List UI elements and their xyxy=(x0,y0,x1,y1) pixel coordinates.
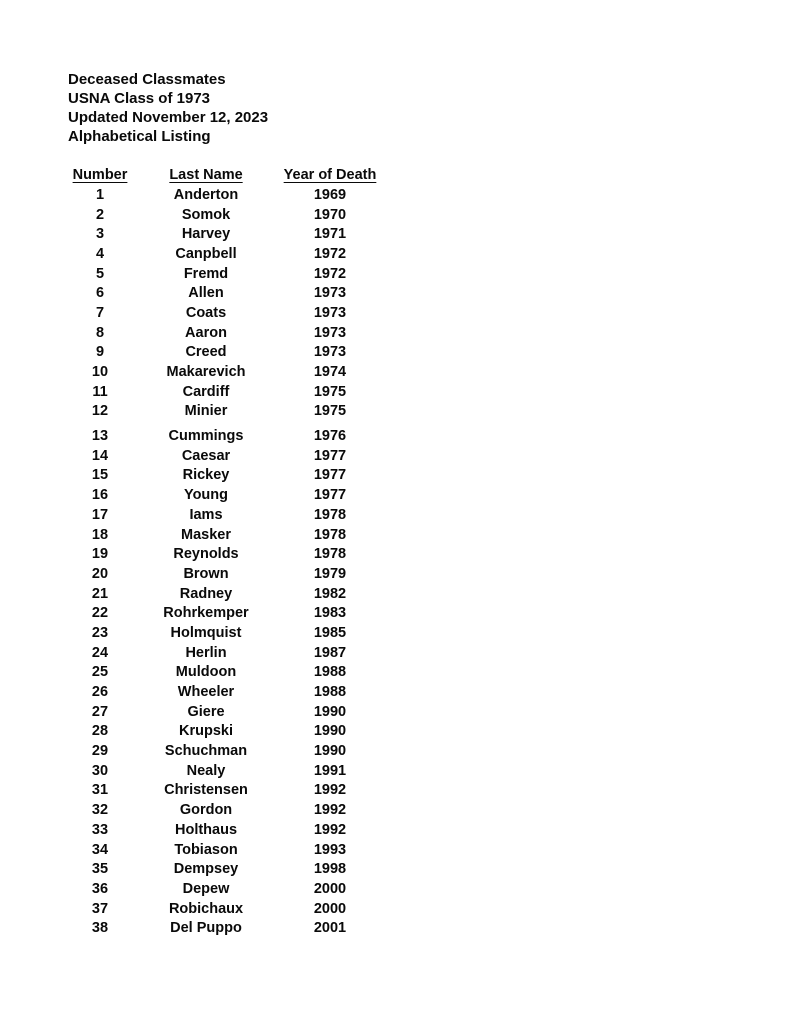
column-header-last-name: Last Name xyxy=(169,166,243,183)
row-year-of-death: 1992 xyxy=(313,802,347,819)
table-row xyxy=(62,623,386,643)
row-year-of-death: 1974 xyxy=(313,364,347,381)
table-row xyxy=(62,820,386,840)
row-number: 13 xyxy=(91,428,109,445)
row-last-name: Masker xyxy=(181,526,231,543)
row-number: 35 xyxy=(91,861,109,878)
row-year-of-death: 1978 xyxy=(313,546,347,563)
row-year-of-death: 1977 xyxy=(313,447,347,464)
column-header-year-of-death: Year of Death xyxy=(283,166,377,183)
row-last-name: Cummings xyxy=(168,428,244,445)
row-number: 11 xyxy=(92,383,108,400)
table-row xyxy=(62,702,386,722)
doc-listing-type: Alphabetical Listing xyxy=(68,128,211,145)
row-last-name: Rohrkemper xyxy=(163,605,249,622)
deceased-classmates-table xyxy=(62,164,386,938)
row-number: 36 xyxy=(91,880,109,897)
row-number: 16 xyxy=(91,487,109,504)
row-year-of-death: 2000 xyxy=(313,900,347,917)
row-last-name: Krupski xyxy=(179,723,233,740)
row-year-of-death: 1978 xyxy=(313,526,347,543)
row-year-of-death: 1976 xyxy=(313,428,347,445)
row-year-of-death: 1977 xyxy=(313,467,347,484)
row-number: 24 xyxy=(91,644,109,661)
row-year-of-death: 1970 xyxy=(313,206,347,223)
row-last-name: Giere xyxy=(187,703,225,720)
row-last-name: Aaron xyxy=(185,324,227,341)
row-number: 32 xyxy=(91,802,109,819)
row-year-of-death: 1975 xyxy=(313,403,347,420)
row-last-name: Somok xyxy=(181,206,231,223)
row-year-of-death: 1972 xyxy=(313,265,347,282)
table-row xyxy=(62,859,386,879)
row-number: 12 xyxy=(91,403,109,420)
row-year-of-death: 1971 xyxy=(313,226,347,243)
table-row xyxy=(62,485,386,505)
row-last-name: Wheeler xyxy=(177,684,235,701)
table-row xyxy=(62,264,386,284)
row-last-name: Makarevich xyxy=(166,364,246,381)
column-header-number: Number xyxy=(72,166,128,183)
doc-updated-date: Updated November 12, 2023 xyxy=(68,109,269,126)
table-row xyxy=(62,800,386,820)
row-last-name: Allen xyxy=(188,285,224,302)
row-last-name: Holmquist xyxy=(170,624,242,641)
row-number: 25 xyxy=(91,664,109,681)
row-number: 30 xyxy=(91,762,109,779)
doc-title: Deceased Classmates xyxy=(68,71,226,88)
row-year-of-death: 1969 xyxy=(313,186,347,203)
row-last-name: Canpbell xyxy=(175,245,237,262)
row-number: 18 xyxy=(91,526,109,543)
row-number: 17 xyxy=(91,506,109,523)
row-year-of-death: 1973 xyxy=(313,324,347,341)
row-year-of-death: 1988 xyxy=(313,684,347,701)
row-last-name: Dempsey xyxy=(173,861,239,878)
row-year-of-death: 2001 xyxy=(313,920,347,937)
row-number: 2 xyxy=(95,206,105,223)
row-year-of-death: 1978 xyxy=(313,506,347,523)
row-last-name: Rickey xyxy=(182,467,230,484)
table-row xyxy=(62,224,386,244)
table-row xyxy=(62,402,386,422)
row-last-name: Holthaus xyxy=(174,821,238,838)
row-number: 31 xyxy=(91,782,109,799)
table-row xyxy=(62,840,386,860)
row-year-of-death: 1992 xyxy=(313,782,347,799)
row-number: 21 xyxy=(91,585,109,602)
table-row xyxy=(62,362,386,382)
row-number: 19 xyxy=(91,546,109,563)
row-last-name: Fremd xyxy=(183,265,229,282)
table-row xyxy=(62,505,386,525)
row-last-name: Tobiason xyxy=(174,841,238,858)
table-row xyxy=(62,722,386,742)
table-row xyxy=(62,918,386,938)
row-year-of-death: 1998 xyxy=(313,861,347,878)
table-row xyxy=(62,446,386,466)
row-last-name: Caesar xyxy=(181,447,231,464)
table-row xyxy=(62,899,386,919)
table-row xyxy=(62,603,386,623)
row-last-name: Harvey xyxy=(181,226,231,243)
row-year-of-death: 1993 xyxy=(313,841,347,858)
row-number: 5 xyxy=(95,265,105,282)
table-row xyxy=(62,761,386,781)
row-number: 29 xyxy=(91,743,109,760)
table-row xyxy=(62,682,386,702)
row-year-of-death: 1977 xyxy=(313,487,347,504)
table-row xyxy=(62,205,386,225)
row-last-name: Anderton xyxy=(173,186,239,203)
doc-subtitle: USNA Class of 1973 xyxy=(68,90,211,107)
row-number: 26 xyxy=(91,684,109,701)
row-year-of-death: 1990 xyxy=(313,723,347,740)
row-year-of-death: 1990 xyxy=(313,703,347,720)
row-last-name: Depew xyxy=(182,880,230,897)
row-last-name: Nealy xyxy=(186,762,226,779)
row-number: 8 xyxy=(95,324,105,341)
table-row xyxy=(62,466,386,486)
row-number: 6 xyxy=(95,285,105,302)
table-row xyxy=(62,303,386,323)
document-header xyxy=(68,70,268,146)
row-year-of-death: 1972 xyxy=(313,245,347,262)
table-row xyxy=(62,544,386,564)
table-row xyxy=(62,283,386,303)
row-year-of-death: 1985 xyxy=(313,624,347,641)
row-number: 23 xyxy=(91,624,109,641)
row-last-name: Coats xyxy=(185,304,227,321)
row-year-of-death: 1987 xyxy=(313,644,347,661)
row-year-of-death: 1992 xyxy=(313,821,347,838)
row-number: 27 xyxy=(91,703,109,720)
table-row xyxy=(62,244,386,264)
row-year-of-death: 1973 xyxy=(313,344,347,361)
row-year-of-death: 1983 xyxy=(313,605,347,622)
row-number: 1 xyxy=(95,186,105,203)
row-number: 3 xyxy=(95,226,105,243)
row-last-name: Muldoon xyxy=(175,664,237,681)
row-last-name: Del Puppo xyxy=(170,920,242,937)
row-last-name: Robichaux xyxy=(168,900,244,917)
table-row xyxy=(62,741,386,761)
row-number: 34 xyxy=(91,841,109,858)
table-row xyxy=(62,426,386,446)
row-last-name: Christensen xyxy=(164,782,248,799)
row-number: 28 xyxy=(91,723,109,740)
row-number: 4 xyxy=(95,245,105,262)
row-year-of-death: 1973 xyxy=(313,304,347,321)
row-last-name: Creed xyxy=(185,344,227,361)
row-number: 7 xyxy=(95,304,105,321)
row-last-name: Gordon xyxy=(179,802,233,819)
row-year-of-death: 1990 xyxy=(313,743,347,760)
table-row xyxy=(62,343,386,363)
row-number: 10 xyxy=(91,364,109,381)
row-number: 14 xyxy=(91,447,109,464)
table-row xyxy=(62,781,386,801)
row-last-name: Schuchman xyxy=(164,743,248,760)
row-last-name: Brown xyxy=(183,565,229,582)
row-number: 38 xyxy=(91,920,109,937)
table-row xyxy=(62,185,386,205)
row-year-of-death: 1991 xyxy=(313,762,347,779)
row-number: 9 xyxy=(95,344,105,361)
row-last-name: Herlin xyxy=(185,644,227,661)
row-last-name: Cardiff xyxy=(182,383,230,400)
row-number: 33 xyxy=(91,821,109,838)
row-last-name: Radney xyxy=(179,585,233,602)
table-row xyxy=(62,323,386,343)
row-last-name: Minier xyxy=(184,403,228,420)
row-year-of-death: 1973 xyxy=(313,285,347,302)
table-body xyxy=(62,185,386,938)
row-last-name: Young xyxy=(183,487,229,504)
table-row xyxy=(62,584,386,604)
row-number: 22 xyxy=(91,605,109,622)
table-row xyxy=(62,879,386,899)
row-year-of-death: 1979 xyxy=(313,565,347,582)
row-year-of-death: 1982 xyxy=(313,585,347,602)
row-last-name: Reynolds xyxy=(173,546,239,563)
row-number: 15 xyxy=(91,467,109,484)
row-year-of-death: 2000 xyxy=(313,880,347,897)
row-year-of-death: 1975 xyxy=(313,383,347,400)
row-number: 37 xyxy=(91,900,109,917)
table-row xyxy=(62,643,386,663)
table-row xyxy=(62,564,386,584)
table-row xyxy=(62,663,386,683)
table-row xyxy=(62,382,386,402)
row-year-of-death: 1988 xyxy=(313,664,347,681)
table-row xyxy=(62,525,386,545)
table-header-row xyxy=(62,164,386,185)
row-number: 20 xyxy=(91,565,109,582)
row-last-name: Iams xyxy=(189,506,223,523)
